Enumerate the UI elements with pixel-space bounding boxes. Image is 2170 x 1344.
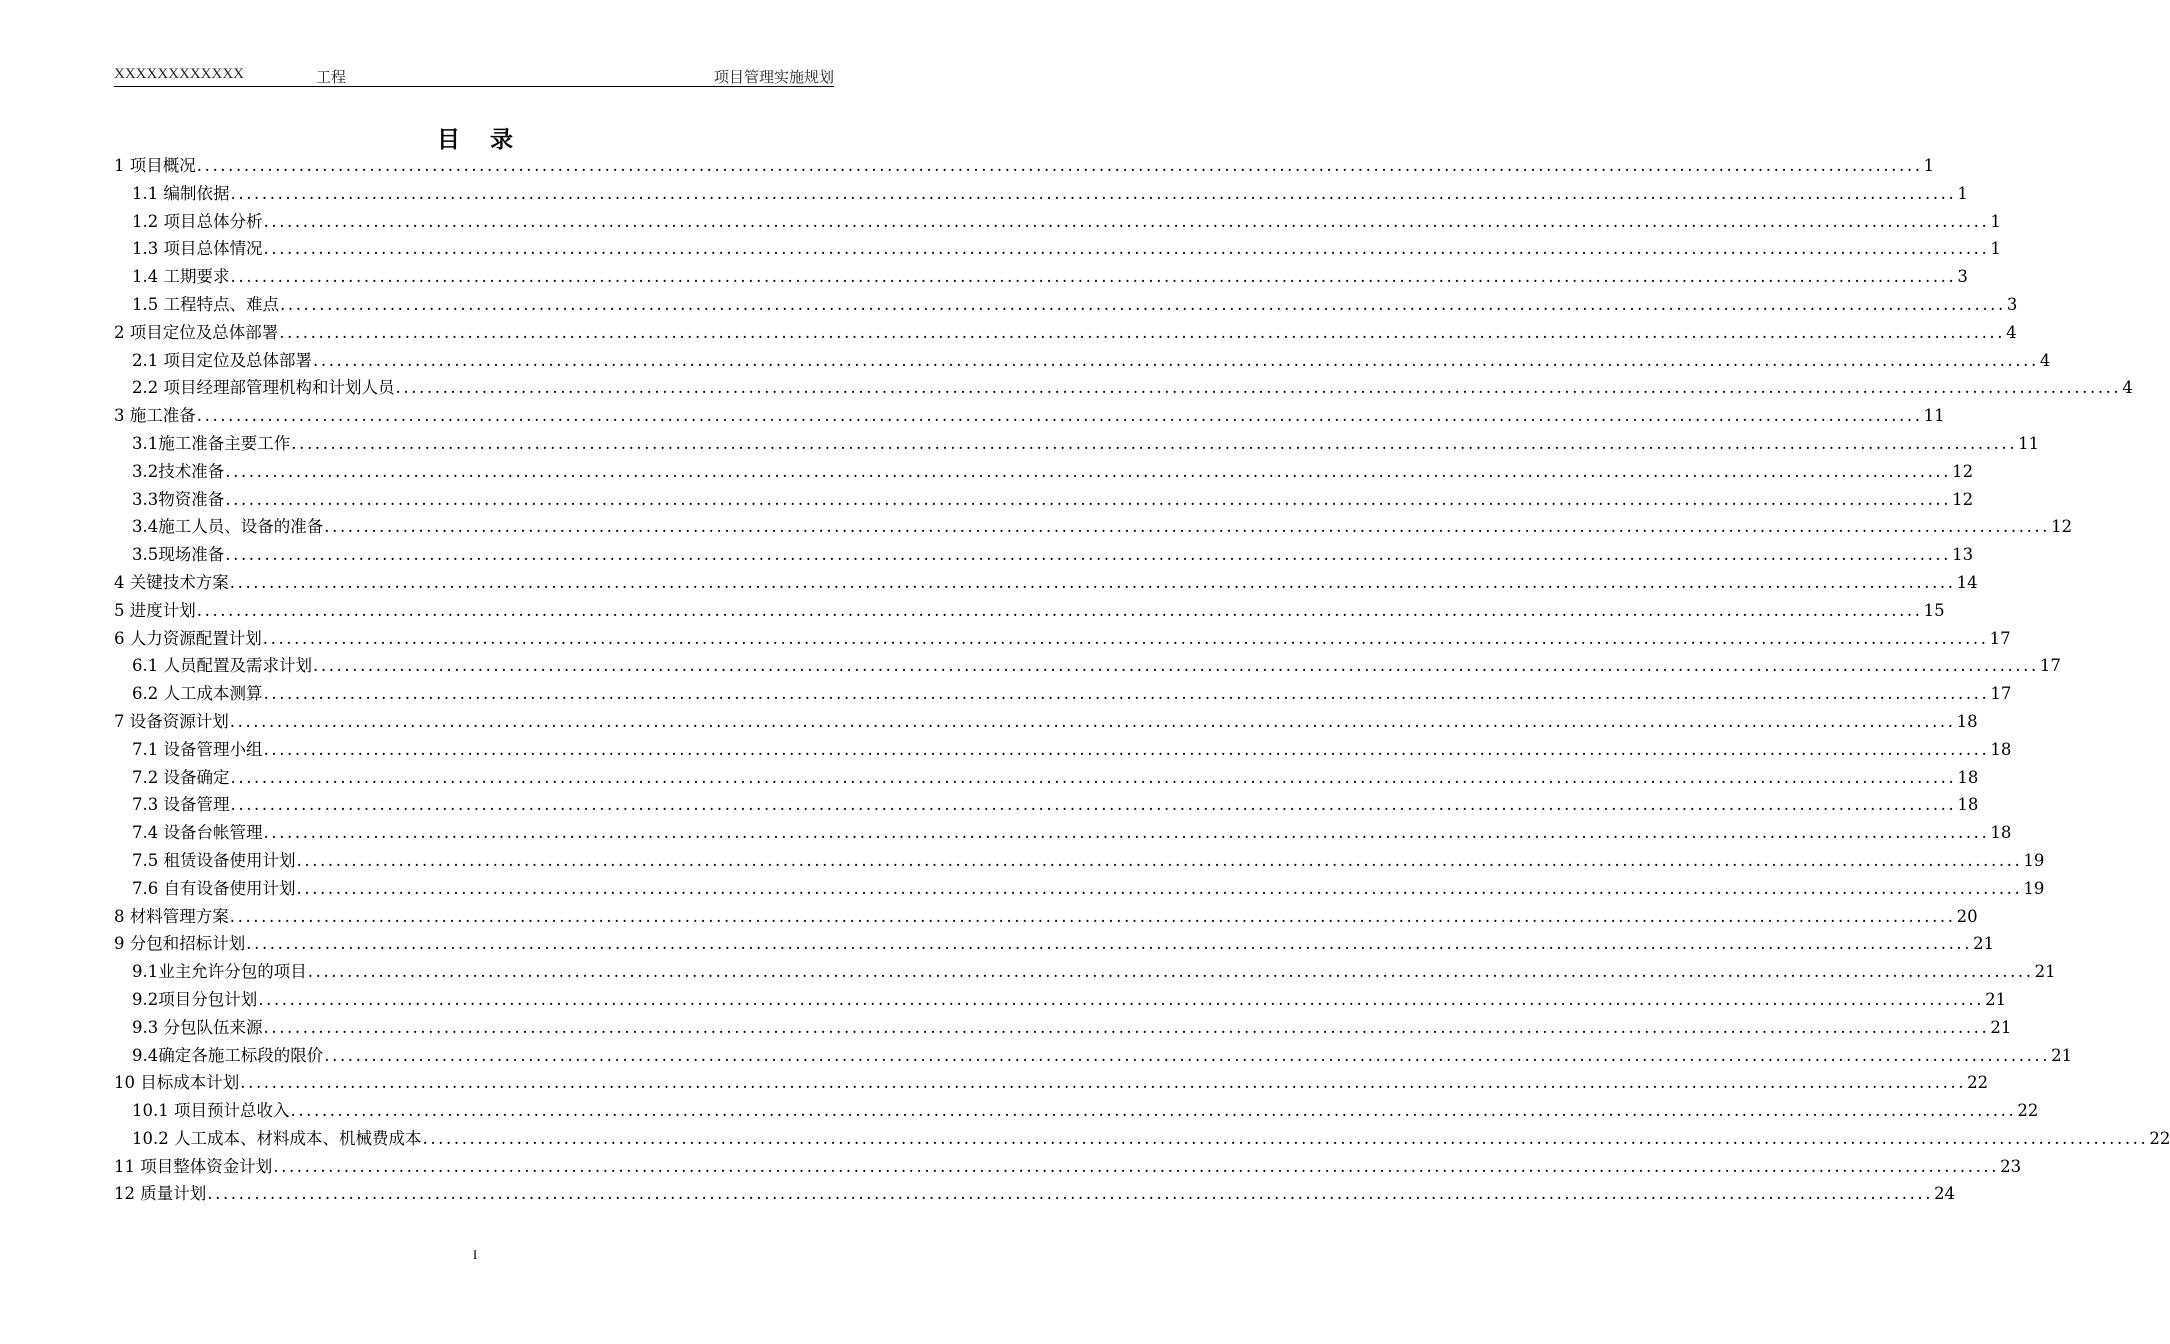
toc-entry-label: 3.4施工人员、设备的准备 [132,517,324,537]
toc-entry-page: 22 [2149,1128,2170,1148]
toc-entry[interactable] [114,180,1968,208]
toc-dot-leader: ............................................................................................................................................................................................................................ [296,878,2023,898]
toc-entry-label: 1.1 编制依据 [132,183,230,203]
toc-entry-page: 17 [1990,684,2012,704]
toc-entry-page: 24 [1934,1184,1956,1204]
toc-entry-label: 3.5现场准备 [132,545,225,565]
toc-entry-label: 5 进度计划 [114,600,196,620]
toc-dot-leader: ............................................................................................................................................................................................................................ [279,322,2006,342]
toc-dot-leader: ............................................................................................................................................................................................................................ [291,433,2018,453]
toc-entry[interactable] [114,1125,2170,1153]
toc-entry[interactable] [114,458,1974,486]
toc-entry[interactable] [114,958,2056,986]
toc-dot-leader: ............................................................................................................................................................................................................................ [230,795,1957,815]
toc-entry-page: 18 [1956,711,1978,731]
toc-entry-label: 11 项目整体资金计划 [114,1156,273,1176]
toc-entry-label: 2.2 项目经理部管理机构和计划人员 [132,378,395,398]
header-left-text: XXXXXXXXXXXX [114,66,244,82]
toc-entry-page: 1 [1957,183,1968,203]
toc-entry[interactable] [114,374,2133,402]
toc-dot-leader: ............................................................................................................................................................................................................................ [263,239,1990,259]
toc-dot-leader: ............................................................................................................................................................................................................................ [229,711,1956,731]
toc-entry-page: 1 [1990,239,2001,259]
toc-entry-page: 21 [1973,934,1995,954]
toc-entry-page: 18 [1957,767,1979,787]
toc-entry-label: 6 人力资源配置计划 [114,628,262,648]
table-of-contents [114,152,2170,1208]
toc-entry-label: 7.3 设备管理 [132,795,230,815]
toc-dot-leader: ............................................................................................................................................................................................................................ [263,684,1990,704]
toc-entry[interactable] [114,625,2011,653]
toc-dot-leader: ............................................................................................................................................................................................................................ [296,850,2023,870]
toc-entry[interactable] [114,930,1995,958]
toc-entry[interactable] [114,597,1945,625]
toc-entry[interactable] [114,986,2007,1014]
toc-entry[interactable] [114,847,2045,875]
toc-entry-page: 21 [1985,989,2007,1009]
toc-dot-leader: ............................................................................................................................................................................................................................ [263,823,1990,843]
toc-entry-label: 9.3 分包队伍来源 [132,1017,263,1037]
toc-entry-label: 1 项目概况 [114,156,196,175]
toc-dot-leader: ............................................................................................................................................................................................................................ [422,1128,2149,1148]
toc-entry-label: 9 分包和招标计划 [114,934,246,954]
page-header [114,66,834,87]
toc-dot-leader: ............................................................................................................................................................................................................................ [196,406,1923,426]
toc-entry[interactable] [114,430,2040,458]
toc-entry-label: 1.5 工程特点、难点 [132,294,279,314]
toc-entry-label: 1.2 项目总体分析 [132,211,263,231]
toc-entry-page: 22 [1967,1073,1989,1093]
toc-entry-label: 12 质量计划 [114,1184,207,1204]
toc-entry-label: 3.1施工准备主要工作 [132,433,291,453]
toc-dot-leader: ............................................................................................................................................................................................................................ [313,656,2039,676]
toc-entry-label: 1.4 工期要求 [132,267,230,287]
toc-dot-leader: ............................................................................................................................................................................................................................ [307,962,2034,982]
toc-entry[interactable] [114,764,1979,792]
toc-entry-page: 21 [2051,1045,2073,1065]
page-number: I [472,1247,478,1262]
toc-entry[interactable] [114,1042,2073,1070]
toc-entry[interactable] [114,569,1978,597]
toc-entry-label: 7.4 设备台帐管理 [132,823,263,843]
toc-entry-page: 15 [1923,600,1945,620]
toc-entry-label: 7.2 设备确定 [132,767,230,787]
toc-dot-leader: ............................................................................................................................................................................................................................ [229,572,1956,592]
toc-entry-page: 20 [1956,906,1978,926]
toc-entry-page: 3 [1957,267,1968,287]
toc-entry-page: 11 [2018,433,2040,453]
toc-entry[interactable] [114,1014,2012,1042]
toc-entry[interactable] [114,1097,2039,1125]
toc-dot-leader: ............................................................................................................................................................................................................................ [263,1017,1990,1037]
toc-entry[interactable] [114,486,1974,514]
toc-entry-page: 19 [2023,878,2045,898]
toc-entry-page: 4 [2122,378,2133,398]
toc-dot-leader: ............................................................................................................................................................................................................................ [246,934,1973,954]
toc-dot-leader: ............................................................................................................................................................................................................................ [196,600,1923,620]
toc-entry-page: 18 [1957,795,1979,815]
toc-entry-label: 6.2 人工成本测算 [132,684,263,704]
header-middle-text: 工程 [316,70,347,86]
toc-entry-label: 7.5 租赁设备使用计划 [132,850,296,870]
toc-entry-page: 17 [1989,628,2011,648]
toc-entry[interactable] [114,903,1978,931]
toc-entry-label: 3.3物资准备 [132,489,225,509]
toc-entry[interactable] [114,541,1974,569]
toc-entry-page: 13 [1952,545,1974,565]
toc-entry-label: 7.1 设备管理小组 [132,739,263,759]
toc-entry-label: 6.1 人员配置及需求计划 [132,656,312,676]
toc-dot-leader: ............................................................................................................................................................................................................................ [263,211,1990,231]
toc-entry[interactable] [114,319,2017,347]
toc-dot-leader: ............................................................................................................................................................................................................................ [395,378,2122,398]
toc-entry-label: 4 关键技术方案 [114,572,229,592]
toc-entry[interactable] [114,347,2051,375]
toc-entry[interactable] [114,1069,1989,1097]
toc-entry[interactable] [114,513,2073,541]
toc-entry-label: 9.2项目分包计划 [132,989,258,1009]
toc-dot-leader: ............................................................................................................................................................................................................................ [324,1045,2051,1065]
toc-dot-leader: ............................................................................................................................................................................................................................ [273,1156,2000,1176]
toc-entry[interactable] [114,291,2018,319]
toc-entry[interactable] [114,263,1968,291]
toc-entry[interactable] [114,652,2061,680]
toc-entry-page: 21 [2034,962,2056,982]
toc-entry-page: 1 [1923,156,1935,175]
toc-entry-label: 9.4确定各施工标段的限价 [132,1045,324,1065]
toc-entry-label: 7 设备资源计划 [114,711,229,731]
toc-entry[interactable] [114,680,2012,708]
toc-entry-label: 2 项目定位及总体部署 [114,322,279,342]
toc-entry-label: 10 目标成本计划 [114,1073,240,1093]
toc-entry[interactable] [114,875,2045,903]
toc-entry-label: 8 材料管理方案 [114,906,229,926]
toc-title: 目录 [437,126,543,153]
toc-entry-page: 4 [2006,322,2017,342]
toc-entry-label: 9.1业主允许分包的项目 [132,962,307,982]
toc-entry-page: 1 [1990,211,2001,231]
toc-entry-page: 22 [2017,1101,2039,1121]
toc-entry[interactable] [114,152,1935,180]
toc-entry-label: 7.6 自有设备使用计划 [132,878,296,898]
toc-entry-page: 3 [2006,294,2018,314]
toc-entry[interactable] [114,708,1978,736]
toc-dot-leader: ............................................................................................................................................................................................................................ [313,350,2039,370]
toc-dot-leader: ............................................................................................................................................................................................................................ [207,1184,1934,1204]
toc-dot-leader: ............................................................................................................................................................................................................................ [230,767,1957,787]
toc-dot-leader: ............................................................................................................................................................................................................................ [225,489,1952,509]
toc-entry-label: 10.1 项目预计总收入 [132,1101,290,1121]
toc-entry[interactable] [114,402,1945,430]
toc-entry-page: 12 [2051,517,2073,537]
toc-entry[interactable] [114,1180,1956,1208]
toc-entry-page: 12 [1952,461,1974,481]
toc-dot-leader: ............................................................................................................................................................................................................................ [240,1073,1967,1093]
toc-entry-page: 17 [2039,656,2061,676]
toc-entry-label: 2.1 项目定位及总体部署 [132,350,312,370]
toc-dot-leader: ............................................................................................................................................................................................................................ [196,156,1923,175]
toc-entry-label: 1.3 项目总体情况 [132,239,263,259]
toc-dot-leader: ............................................................................................................................................................................................................................ [258,989,1985,1009]
toc-entry-page: 21 [1990,1017,2012,1037]
toc-entry-page: 11 [1923,406,1945,426]
toc-entry-label: 3.2技术准备 [132,461,225,481]
toc-entry[interactable] [114,791,1979,819]
toc-dot-leader: ............................................................................................................................................................................................................................ [324,517,2051,537]
toc-entry[interactable] [114,819,2012,847]
toc-entry[interactable] [114,208,2001,236]
toc-dot-leader: ............................................................................................................................................................................................................................ [225,461,1952,481]
toc-dot-leader: ............................................................................................................................................................................................................................ [262,628,1989,648]
toc-dot-leader: ............................................................................................................................................................................................................................ [230,267,1957,287]
toc-entry-page: 18 [1990,823,2012,843]
toc-dot-leader: ............................................................................................................................................................................................................................ [230,183,1957,203]
toc-entry-page: 23 [2000,1156,2022,1176]
toc-dot-leader: ............................................................................................................................................................................................................................ [225,545,1952,565]
toc-dot-leader: ............................................................................................................................................................................................................................ [290,1101,2017,1121]
toc-entry-page: 18 [1990,739,2012,759]
toc-entry[interactable] [114,235,2001,263]
toc-entry[interactable] [114,1153,2022,1181]
toc-entry[interactable] [114,736,2012,764]
toc-entry-page: 14 [1956,572,1978,592]
toc-entry-page: 19 [2023,850,2045,870]
header-right-text: 项目管理实施规划 [713,70,834,86]
toc-entry-page: 4 [2039,350,2051,370]
toc-entry-label: 10.2 人工成本、材料成本、机械费成本 [132,1128,422,1148]
toc-dot-leader: ............................................................................................................................................................................................................................ [263,739,1990,759]
toc-dot-leader: ............................................................................................................................................................................................................................ [280,294,2006,314]
toc-dot-leader: ............................................................................................................................................................................................................................ [229,906,1956,926]
toc-entry-page: 12 [1952,489,1974,509]
toc-entry-label: 3 施工准备 [114,406,196,426]
